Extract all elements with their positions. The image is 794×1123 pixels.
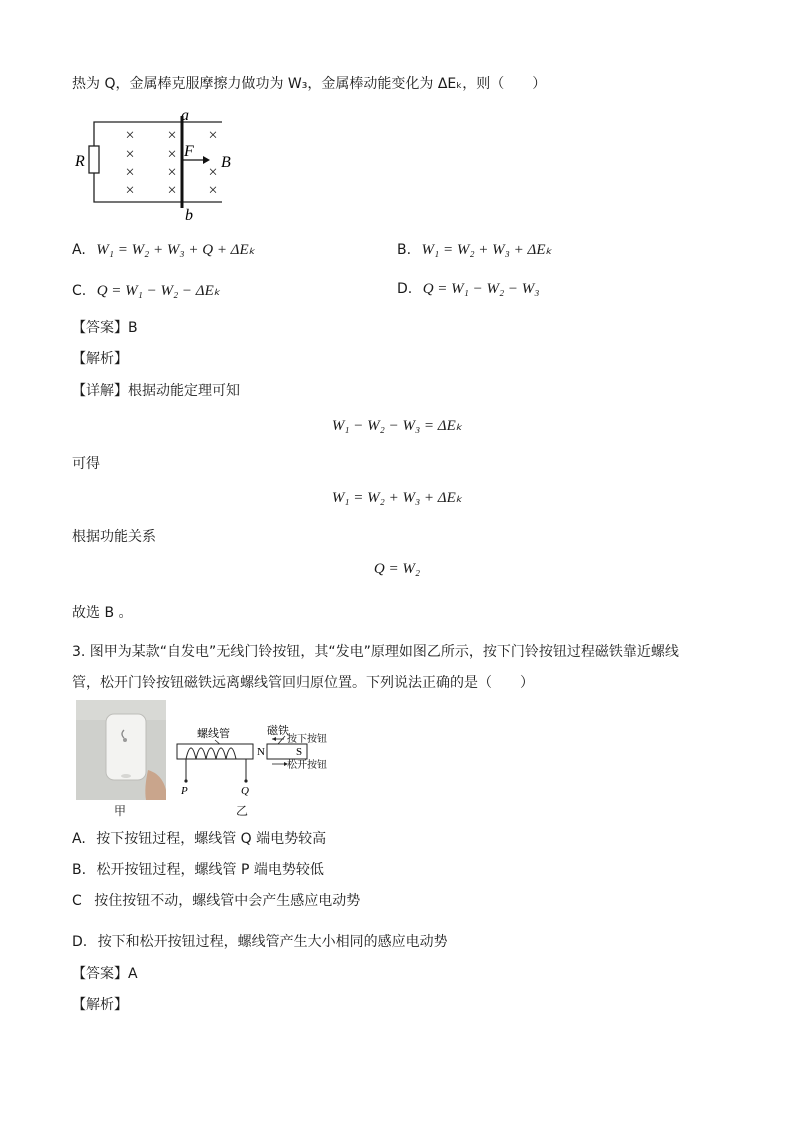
q3-stem-line2: 管，松开门铃按钮磁铁远离螺线管回归原位置。下列说法正确的是（ ） [72, 675, 534, 691]
q3-option-d-key: D. [72, 934, 88, 950]
q3-option-b-text: 松开按钮过程，螺线管 P 端电势较低 [96, 862, 324, 878]
svg-text:×: × [167, 146, 177, 163]
detail-text: 根据动能定理可知 [128, 383, 240, 399]
answer-tag: 【答案】 [72, 320, 128, 336]
answer-value: B [128, 320, 138, 336]
circuit-figure [72, 104, 242, 224]
q3-answer-tag: 【答案】 [72, 966, 128, 982]
label-a: a [181, 107, 189, 124]
option-b-key: B. [397, 242, 412, 258]
answer-line [72, 317, 138, 337]
label-F: F [184, 143, 194, 160]
option-c-key: C. [72, 283, 87, 299]
svg-text:×: × [208, 127, 218, 144]
equation-3: Q = W₂ [373, 561, 421, 577]
terminal-Q: Q [241, 785, 249, 797]
equation-1: W₁ − W₂ − W₃ = ΔEₖ [331, 418, 463, 434]
doorbell-photo [76, 700, 166, 800]
release-label: 松开按钮 [287, 760, 327, 771]
option-c-text: Q = W₁ − W₂ − ΔEₖ [96, 283, 221, 299]
solenoid-diagram [172, 722, 342, 817]
option-a-text: W₁ = W₂ + W₃ + Q + ΔEₖ [96, 242, 256, 258]
magnet-S: S [296, 746, 303, 758]
analysis-tag: 【解析】 [72, 351, 128, 367]
option-d [397, 281, 540, 298]
svg-text:×: × [167, 164, 177, 181]
press-label: 按下按钮 [287, 734, 327, 745]
option-b-text: W₁ = W₂ + W₃ + ΔEₖ [421, 242, 552, 258]
detail-line [72, 380, 240, 400]
svg-text:×: × [125, 164, 135, 181]
q3-option-c-key: C [72, 893, 82, 909]
question-continuation-text: 热为 Q，金属棒克服摩擦力做功为 W₃，金属棒动能变化为 ΔEₖ，则（ ） [72, 76, 547, 92]
svg-text:×: × [125, 182, 135, 199]
terminal-P: P [181, 785, 188, 797]
q3-option-b-key: B. [72, 862, 87, 878]
detail-tag: 【详解】 [72, 383, 128, 399]
figure-yi-label: 乙 [236, 804, 249, 818]
svg-text:×: × [125, 127, 135, 144]
q3-option-d-text: 按下和松开按钮过程，螺线管产生大小相同的感应电动势 [97, 934, 448, 950]
q3-option-c [72, 890, 360, 910]
q3-option-a-key: A. [72, 831, 86, 847]
option-b [397, 240, 552, 259]
equation-2: W₁ = W₂ + W₃ + ΔEₖ [331, 490, 463, 506]
q3-option-a-text: 按下按钮过程，螺线管 Q 端电势较高 [96, 831, 327, 847]
q3-option-a [72, 828, 326, 848]
label-b: b [185, 207, 193, 224]
magnet-label: 磁铁 [267, 725, 289, 737]
q3-stem-line1: 3. 图甲为某款“自发电”无线门铃按钮，其“发电”原理如图乙所示，按下门铃按钮过程磁铁靠近螺线 [72, 644, 679, 660]
option-d-key: D. [397, 281, 413, 297]
option-a [72, 240, 255, 259]
figure-jia-label: 甲 [114, 804, 127, 818]
label-R: R [75, 153, 85, 170]
svg-text:×: × [208, 182, 218, 199]
svg-text:×: × [167, 127, 177, 144]
option-d-text: Q = W₁ − W₂ − W₃ [422, 281, 540, 297]
resistor [89, 146, 99, 173]
q3-answer-line [72, 963, 138, 983]
q3-answer-value: A [128, 966, 138, 982]
svg-text:×: × [167, 182, 177, 199]
q3-option-b [72, 859, 324, 879]
magnet-N: N [257, 746, 265, 758]
q3-option-c-text: 按住按钮不动，螺线管中会产生感应电动势 [94, 893, 361, 909]
label-B: B [221, 154, 231, 171]
q3-analysis-tag: 【解析】 [72, 997, 128, 1013]
gongneng-text: 根据功能关系 [72, 529, 156, 545]
solenoid-label: 螺线管 [197, 728, 230, 740]
q3-option-d [72, 931, 448, 951]
keyi-text: 可得 [72, 456, 100, 472]
svg-text:×: × [208, 164, 218, 181]
svg-text:×: × [125, 146, 135, 163]
option-a-key: A. [72, 242, 86, 258]
option-c [72, 281, 220, 300]
conclusion-text: 故选 B 。 [72, 605, 133, 621]
